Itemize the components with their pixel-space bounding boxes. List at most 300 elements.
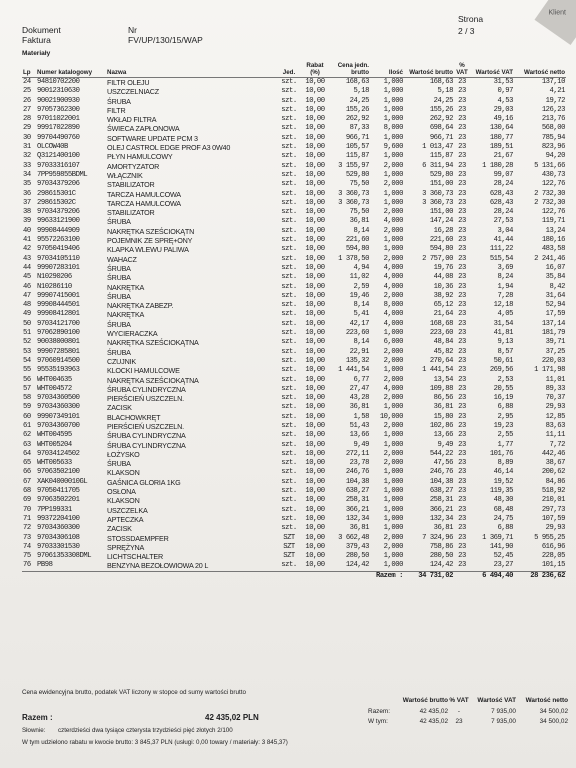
row-unit: szt. xyxy=(281,394,297,403)
row-unit: szt. xyxy=(281,152,297,161)
table-row xyxy=(22,87,566,96)
row-net: 11,01 xyxy=(545,375,565,384)
row-gross: 168,68 xyxy=(429,319,453,328)
row-net: 84,86 xyxy=(545,477,565,486)
row-vat-rate: 23 xyxy=(458,329,466,338)
row-unit: szt. xyxy=(281,505,297,514)
row-discount: 10,00 xyxy=(305,226,325,235)
row-net: 4,21 xyxy=(549,87,565,96)
row-catalog: N10286110 xyxy=(37,282,72,291)
row-catalog: 97061353308DML xyxy=(37,552,92,561)
row-qty: 1,000 xyxy=(383,133,403,142)
table-row xyxy=(22,552,566,561)
table-row xyxy=(22,292,566,301)
row-vat-value: 628,43 xyxy=(489,189,513,198)
row-vat-rate: 23 xyxy=(458,87,466,96)
table-header xyxy=(22,56,566,78)
row-unit: szt. xyxy=(281,421,297,430)
row-net: 31,64 xyxy=(545,291,565,300)
row-unit-price: 2,59 xyxy=(353,282,369,291)
row-discount: 10,00 xyxy=(305,143,325,152)
row-gross: 270,64 xyxy=(429,356,453,365)
row-name: NAKRĘTKA SZEŚCIOKĄTNA xyxy=(107,375,199,385)
row-lp: 55 xyxy=(23,366,31,375)
row-discount: 10,00 xyxy=(305,180,325,189)
row-unit-price: 36,81 xyxy=(349,217,369,226)
row-unit-price: 1 441,54 xyxy=(338,366,369,375)
row-unit: szt. xyxy=(281,319,297,328)
row-name: NAKRĘTKA SZEŚCIOKĄTNA xyxy=(107,338,199,348)
row-name: STABILIZATOR xyxy=(107,208,155,218)
vat-row-label: W tym: xyxy=(368,718,388,725)
row-unit-price: 1,58 xyxy=(353,412,369,421)
table-row xyxy=(22,171,566,180)
row-name: WAHACZ xyxy=(107,254,137,264)
row-qty: 2,000 xyxy=(383,254,403,263)
row-vat-value: 8,24 xyxy=(497,273,513,282)
row-unit: szt. xyxy=(281,412,297,421)
row-unit-price: 246,76 xyxy=(345,468,369,477)
row-vat-value: 8,89 xyxy=(497,459,513,468)
row-catalog: OLCOW40B xyxy=(37,143,68,152)
row-vat-rate: 23 xyxy=(458,208,466,217)
row-unit-price: 3 360,73 xyxy=(338,198,369,207)
row-net: 137,10 xyxy=(541,78,565,86)
row-catalog: 97034360500 xyxy=(37,394,80,403)
row-gross: 7 324,96 xyxy=(422,533,453,542)
row-discount: 10,00 xyxy=(305,124,325,133)
row-net: 35,84 xyxy=(545,273,565,282)
row-discount: 10,00 xyxy=(305,291,325,300)
row-gross: 151,00 xyxy=(429,208,453,217)
row-catalog: 298615301C xyxy=(37,189,76,198)
row-discount: 10,00 xyxy=(305,236,325,245)
row-vat-value: 29,03 xyxy=(493,105,513,114)
row-name: ŚRUBA xyxy=(107,273,131,283)
row-lp: 50 xyxy=(23,319,31,328)
row-vat-value: 4,05 xyxy=(497,310,513,319)
row-name: GAŚNICA GLORIA 1KG xyxy=(107,477,181,487)
row-lp: 58 xyxy=(23,394,31,403)
table-row xyxy=(22,534,566,543)
row-catalog: 97034124502 xyxy=(37,449,80,458)
row-lp: 51 xyxy=(23,329,31,338)
row-lp: 34 xyxy=(23,170,31,179)
row-qty: 4,000 xyxy=(383,282,403,291)
row-qty: 2,000 xyxy=(383,347,403,356)
row-unit-price: 124,42 xyxy=(345,561,369,570)
col-lp: Lp xyxy=(22,56,36,78)
row-discount: 10,00 xyxy=(305,87,325,96)
table-row xyxy=(22,459,566,468)
row-net: 210,01 xyxy=(541,496,565,505)
col-name: Nazwa xyxy=(106,56,278,78)
row-qty: 2,000 xyxy=(383,421,403,430)
row-vat-rate: 23 xyxy=(458,105,466,114)
row-qty: 1,000 xyxy=(383,105,403,114)
row-vat-value: 1 180,28 xyxy=(482,161,513,170)
row-qty: 1,000 xyxy=(383,198,403,207)
row-qty: 4,000 xyxy=(383,263,403,272)
row-catalog: 97033301530 xyxy=(37,542,80,551)
table-row xyxy=(22,97,566,106)
row-gross: 19,76 xyxy=(433,263,453,272)
row-gross: 47,56 xyxy=(433,459,453,468)
row-name: USZCZELNIACZ xyxy=(107,87,159,97)
row-net: 228,05 xyxy=(541,552,565,561)
row-vat-value: 19,52 xyxy=(493,477,513,486)
row-net: 38,67 xyxy=(545,459,565,468)
row-catalog: 97062890100 xyxy=(37,329,80,338)
row-unit: szt. xyxy=(281,273,297,282)
row-unit: szt. xyxy=(281,87,297,96)
row-net: 200,62 xyxy=(541,468,565,477)
row-net: 180,16 xyxy=(541,236,565,245)
totals-label: Razem : xyxy=(370,571,404,581)
row-gross: 36,81 xyxy=(433,403,453,412)
vat-summary xyxy=(368,682,568,725)
vat-head-rate: % VAT xyxy=(449,697,469,704)
row-vat-value: 21,67 xyxy=(493,152,513,161)
row-unit: szt. xyxy=(281,487,297,496)
table-row xyxy=(22,394,566,403)
row-net: 122,76 xyxy=(541,180,565,189)
row-gross: 65,12 xyxy=(433,301,453,310)
table-row xyxy=(22,320,566,329)
row-vat-value: 31,53 xyxy=(493,78,513,86)
document-label: Dokument xyxy=(22,25,61,35)
row-vat-value: 1 369,71 xyxy=(482,533,513,542)
row-qty: 2,000 xyxy=(383,226,403,235)
vat-row-net: 34 500,02 xyxy=(539,708,568,715)
row-vat-rate: 23 xyxy=(458,301,466,310)
row-discount: 10,00 xyxy=(305,78,325,86)
number-label: Nr xyxy=(128,25,137,35)
row-gross: 2 757,00 xyxy=(422,254,453,263)
row-unit-price: 42,17 xyxy=(349,319,369,328)
row-gross: 16,28 xyxy=(433,226,453,235)
row-qty: 1,000 xyxy=(383,431,403,440)
table-row xyxy=(22,450,566,459)
row-unit: szt. xyxy=(281,208,297,217)
row-discount: 10,00 xyxy=(305,301,325,310)
row-net: 785,94 xyxy=(541,133,565,142)
row-unit-price: 87,33 xyxy=(349,124,369,133)
row-vat-rate: 23 xyxy=(458,552,466,561)
row-name: OSŁONA xyxy=(107,487,136,497)
row-net: 39,71 xyxy=(545,338,565,347)
row-vat-rate: 23 xyxy=(458,514,466,523)
row-vat-value: 2,95 xyxy=(497,412,513,421)
table-row xyxy=(22,134,566,143)
table-row xyxy=(22,329,566,338)
row-name: TARCZA HAMULCOWA xyxy=(107,189,181,199)
totals-gross: 34 731,02 xyxy=(404,571,454,581)
row-vat-rate: 23 xyxy=(458,236,466,245)
row-net: 101,15 xyxy=(541,561,565,570)
row-lp: 38 xyxy=(23,208,31,217)
row-net: 94,20 xyxy=(545,152,565,161)
row-lp: 37 xyxy=(23,198,31,207)
row-catalog: 97034360300 xyxy=(37,524,80,533)
row-gross: 13,66 xyxy=(433,431,453,440)
row-name: PIERŚCIEŃ USZCZELN. xyxy=(107,394,184,404)
row-lp: 56 xyxy=(23,375,31,384)
row-unit: szt. xyxy=(281,366,297,375)
row-unit: szt. xyxy=(281,245,297,254)
row-gross: 155,26 xyxy=(429,105,453,114)
row-unit: szt. xyxy=(281,468,297,477)
row-unit-price: 3 662,48 xyxy=(338,533,369,542)
row-name: CZUJNIK xyxy=(107,356,136,366)
row-unit: szt. xyxy=(281,226,297,235)
row-vat-rate: 23 xyxy=(458,366,466,375)
row-unit: szt. xyxy=(281,514,297,523)
row-net: 52,94 xyxy=(545,301,565,310)
row-qty: 1,000 xyxy=(383,514,403,523)
row-net: 616,96 xyxy=(541,542,565,551)
table-row xyxy=(22,422,566,431)
row-catalog: PB98 xyxy=(37,561,53,570)
row-name: NAKRĘTKA SZEŚCIOKĄTN xyxy=(107,226,195,236)
row-vat-rate: 23 xyxy=(458,533,466,542)
row-lp: 62 xyxy=(23,431,31,440)
row-name: ŚRUBA xyxy=(107,291,131,301)
row-discount: 10,00 xyxy=(305,421,325,430)
row-qty: 2,000 xyxy=(383,291,403,300)
row-qty: 2,000 xyxy=(383,459,403,468)
row-gross: 151,00 xyxy=(429,180,453,189)
row-lp: 61 xyxy=(23,421,31,430)
row-discount: 10,00 xyxy=(305,273,325,282)
row-unit-price: 6,77 xyxy=(353,375,369,384)
row-discount: 10,00 xyxy=(305,459,325,468)
row-gross: 221,60 xyxy=(429,236,453,245)
row-unit: SZT xyxy=(283,533,295,542)
items-table xyxy=(22,56,566,581)
row-unit: szt. xyxy=(281,449,297,458)
row-lp: 60 xyxy=(23,412,31,421)
row-vat-value: 628,43 xyxy=(489,198,513,207)
col-vat-value: Wartość VAT xyxy=(470,56,514,78)
row-name: ŚRUBA xyxy=(107,459,131,469)
row-catalog: N10290206 xyxy=(37,273,72,282)
row-catalog: 90021900930 xyxy=(37,96,80,105)
row-unit-price: 8,14 xyxy=(353,301,369,310)
row-vat-rate: 23 xyxy=(458,421,466,430)
row-unit: szt. xyxy=(281,403,297,412)
row-vat-rate: 23 xyxy=(458,459,466,468)
row-gross: 1 441,54 xyxy=(422,366,453,375)
row-vat-rate: 23 xyxy=(458,487,466,496)
row-unit: szt. xyxy=(281,384,297,393)
col-vat-rate: % VAT xyxy=(454,56,470,78)
row-qty: 1,000 xyxy=(383,170,403,179)
row-catalog: 99908412801 xyxy=(37,310,80,319)
row-qty: 2,000 xyxy=(383,180,403,189)
row-name: ŚRUBA xyxy=(107,347,131,357)
row-unit-price: 379,43 xyxy=(345,542,369,551)
row-vat-rate: 23 xyxy=(458,384,466,393)
row-vat-value: 1,94 xyxy=(497,282,513,291)
row-unit-price: 135,32 xyxy=(345,356,369,365)
row-lp: 70 xyxy=(23,505,31,514)
row-gross: 966,71 xyxy=(429,133,453,142)
row-qty: 1,000 xyxy=(383,245,403,254)
row-discount: 10,00 xyxy=(305,329,325,338)
corner-text: Klient xyxy=(548,9,566,17)
vat-head-gross: Wartość brutto xyxy=(402,697,448,704)
row-name: POJEMNIK ZE SPRĘ+ONY xyxy=(107,236,193,246)
page-number: 2 / 3 xyxy=(458,26,475,36)
page-label: Strona xyxy=(458,14,484,24)
table-row xyxy=(22,199,566,208)
row-lp: 46 xyxy=(23,282,31,291)
row-unit: szt. xyxy=(281,236,297,245)
row-vat-rate: 23 xyxy=(458,170,466,179)
row-vat-value: 48,30 xyxy=(493,496,513,505)
row-unit: szt. xyxy=(281,96,297,105)
row-name: OLEJ CASTROL EDGE PROF A3 0W40 xyxy=(107,143,231,153)
row-discount: 10,00 xyxy=(305,542,325,551)
row-qty: 4,000 xyxy=(383,384,403,393)
row-vat-rate: 23 xyxy=(458,152,466,161)
row-name: PŁYN HAMULCOWY xyxy=(107,152,173,162)
row-catalog: WHT004635 xyxy=(37,375,72,384)
row-gross: 544,22 xyxy=(429,449,453,458)
row-vat-rate: 23 xyxy=(458,403,466,412)
row-unit: szt. xyxy=(281,496,297,505)
row-name: ŚWIECA ZAPŁONOWA xyxy=(107,124,180,134)
row-unit: szt. xyxy=(281,431,297,440)
row-vat-rate: 23 xyxy=(458,524,466,533)
vat-row-net: 34 500,02 xyxy=(539,718,568,725)
row-lp: 35 xyxy=(23,180,31,189)
row-unit: szt. xyxy=(281,338,297,347)
table-row xyxy=(22,478,566,487)
page-corner xyxy=(535,0,576,45)
row-unit-price: 966,71 xyxy=(345,133,369,142)
section-title: Materiały xyxy=(22,50,51,57)
row-discount: 10,00 xyxy=(305,115,325,124)
row-net: 518,92 xyxy=(541,487,565,496)
row-gross: 6 311,94 xyxy=(422,161,453,170)
table-row xyxy=(22,227,566,236)
row-qty: 4,000 xyxy=(383,273,403,282)
row-lp: 53 xyxy=(23,347,31,356)
row-qty: 1,000 xyxy=(383,366,403,375)
row-net: 8,42 xyxy=(549,282,565,291)
row-qty: 2,000 xyxy=(383,533,403,542)
vat-head-net: Wartość netto xyxy=(525,697,568,704)
row-net: 568,00 xyxy=(541,124,565,133)
row-qty: 1,000 xyxy=(383,87,403,96)
document-type: Faktura xyxy=(22,35,51,45)
row-net: 430,73 xyxy=(541,170,565,179)
row-unit-price: 9,49 xyxy=(353,440,369,449)
row-net: 119,71 xyxy=(541,217,565,226)
row-unit-price: 75,50 xyxy=(349,180,369,189)
row-vat-value: 3,04 xyxy=(497,226,513,235)
table-row xyxy=(22,162,566,171)
table-row xyxy=(22,338,566,347)
row-unit: szt. xyxy=(281,105,297,114)
discount-summary: W tym udzielono rabatu w kwocie brutto: 3 845,37 PLN (usługi: 0,00 towary / materiały: 3 845,37) xyxy=(22,739,288,746)
row-discount: 10,00 xyxy=(305,310,325,319)
row-vat-rate: 23 xyxy=(458,245,466,254)
row-unit-price: 168,63 xyxy=(345,78,369,86)
row-name: APTECZKA xyxy=(107,514,144,524)
row-lp: 24 xyxy=(23,78,31,86)
table-row xyxy=(22,403,566,412)
row-unit-price: 529,80 xyxy=(345,170,369,179)
row-lp: 29 xyxy=(23,124,31,133)
row-vat-rate: 23 xyxy=(458,263,466,272)
row-net: 5 955,25 xyxy=(534,533,565,542)
row-lp: 73 xyxy=(23,533,31,542)
row-unit: szt. xyxy=(281,301,297,310)
row-vat-value: 4,53 xyxy=(497,96,513,105)
row-lp: 54 xyxy=(23,356,31,365)
row-unit: szt. xyxy=(281,459,297,468)
row-name: PIERŚCIEŃ USZCZELN. xyxy=(107,421,184,431)
row-lp: 75 xyxy=(23,552,31,561)
row-catalog: 95572263100 xyxy=(37,236,80,245)
row-vat-rate: 23 xyxy=(458,338,466,347)
row-discount: 10,00 xyxy=(305,245,325,254)
row-vat-rate: 23 xyxy=(458,310,466,319)
row-catalog: XAK04000010GL xyxy=(37,477,88,486)
row-catalog: WHT004595 xyxy=(37,431,72,440)
row-net: 442,46 xyxy=(541,449,565,458)
row-lp: 43 xyxy=(23,254,31,263)
row-name: ZACISK xyxy=(107,403,132,413)
totals-row xyxy=(22,571,566,581)
row-catalog: 97011022001 xyxy=(37,115,80,124)
row-qty: 10,000 xyxy=(379,412,403,421)
row-name: NAKRĘTKA ZABEZP. xyxy=(107,301,174,311)
row-net: 107,59 xyxy=(541,514,565,523)
row-catalog: 97034360700 xyxy=(37,421,80,430)
row-vat-rate: 23 xyxy=(458,282,466,291)
row-unit-price: 594,80 xyxy=(345,245,369,254)
row-gross: 86,56 xyxy=(433,394,453,403)
row-net: 137,14 xyxy=(541,319,565,328)
table-row xyxy=(22,301,566,310)
row-gross: 104,38 xyxy=(429,477,453,486)
table-row xyxy=(22,431,566,440)
vat-row-rate: 23 xyxy=(455,718,463,725)
row-vat-value: 9,13 xyxy=(497,338,513,347)
row-gross: 3 360,73 xyxy=(422,198,453,207)
table-row xyxy=(22,515,566,524)
row-name: ŚRUBA xyxy=(107,217,131,227)
row-unit-price: 13,66 xyxy=(349,431,369,440)
row-qty: 1,000 xyxy=(383,440,403,449)
row-name: WKŁAD FILTRA xyxy=(107,115,157,125)
row-lp: 76 xyxy=(23,561,31,570)
row-discount: 10,00 xyxy=(305,552,325,561)
row-vat-rate: 23 xyxy=(458,496,466,505)
row-lp: 32 xyxy=(23,152,31,161)
table-row xyxy=(22,441,566,450)
row-vat-rate: 23 xyxy=(458,468,466,477)
row-vat-value: 27,53 xyxy=(493,217,513,226)
row-name: KLAKSON xyxy=(107,468,140,478)
row-net: 122,76 xyxy=(541,208,565,217)
row-discount: 10,00 xyxy=(305,412,325,421)
row-net: 297,73 xyxy=(541,505,565,514)
